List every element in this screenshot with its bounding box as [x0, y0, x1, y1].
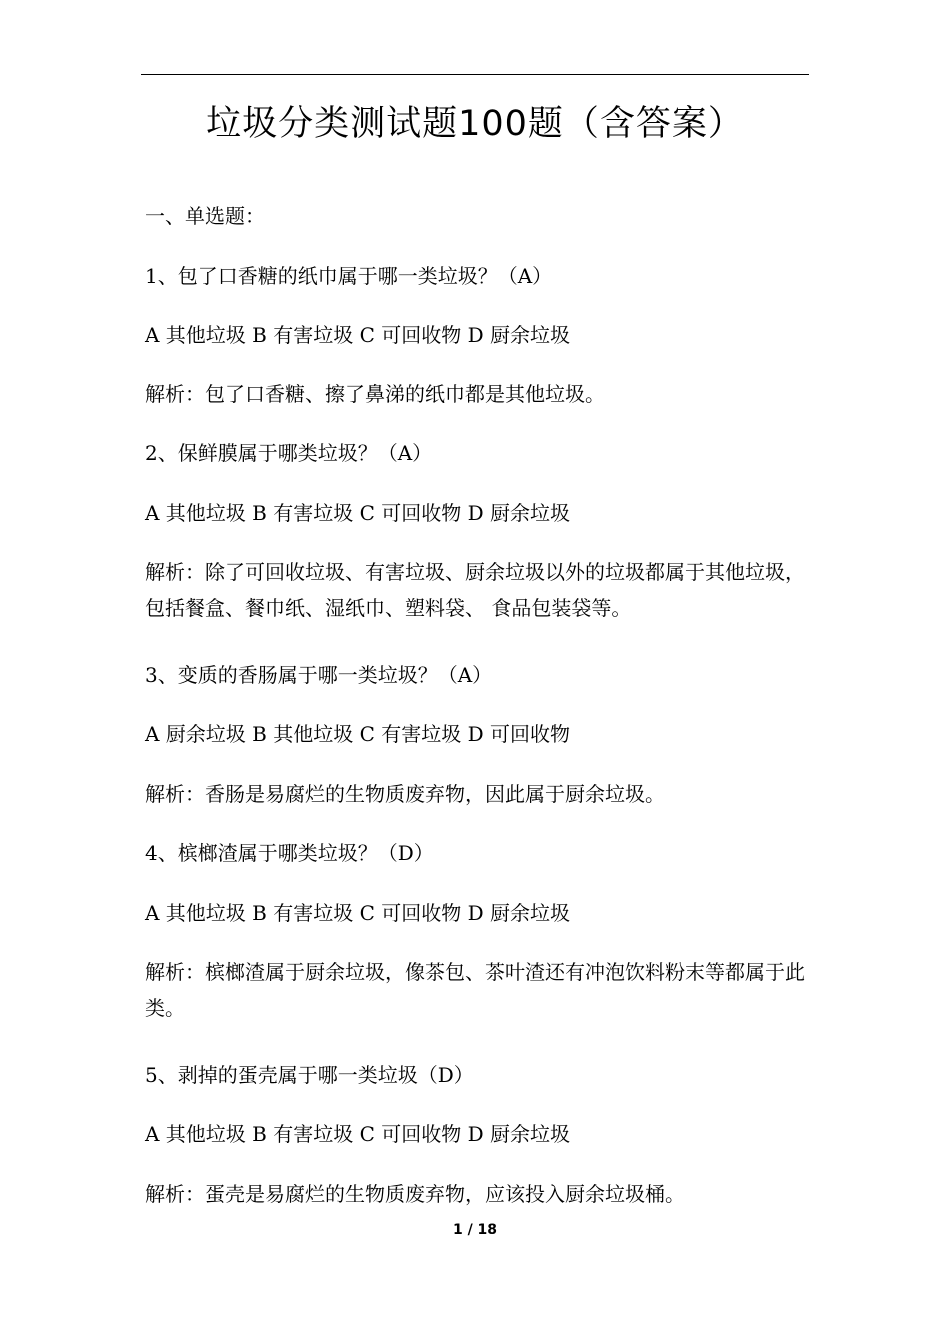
document-title: 垃圾分类测试题100题（含答案）	[206, 104, 744, 144]
explanation-4: 解析：槟榔渣属于厨余垃圾，像茶包、茶叶渣还有冲泡饮料粉末等都属于此类。	[145, 960, 805, 1020]
question-4: 4、槟榔渣属于哪类垃圾？（D）	[145, 841, 434, 865]
options-1: A 其他垃圾 B 有害垃圾 C 可回收物 D 厨余垃圾	[145, 323, 570, 347]
explanation-2: 解析：除了可回收垃圾、有害垃圾、厨余垃圾以外的垃圾都属于其他垃圾，包括餐盒、餐巾纸、湿纸巾、塑料袋、 食品包装袋等。	[145, 560, 805, 620]
question-5: 5、剥掉的蛋壳属于哪一类垃圾（D）	[145, 1063, 474, 1087]
options-3: A 厨余垃圾 B 其他垃圾 C 有害垃圾 D 可回收物	[145, 722, 570, 746]
question-1: 1、包了口香糖的纸巾属于哪一类垃圾？（A）	[145, 264, 553, 288]
explanation-5: 解析：蛋壳是易腐烂的生物质废弃物，应该投入厨余垃圾桶。	[145, 1182, 685, 1206]
options-5: A 其他垃圾 B 有害垃圾 C 可回收物 D 厨余垃圾	[145, 1122, 570, 1146]
page-indicator: 1 / 18	[452, 1222, 498, 1238]
explanation-3: 解析：香肠是易腐烂的生物质废弃物，因此属于厨余垃圾。	[145, 782, 665, 806]
options-2: A 其他垃圾 B 有害垃圾 C 可回收物 D 厨余垃圾	[145, 501, 570, 525]
options-4: A 其他垃圾 B 有害垃圾 C 可回收物 D 厨余垃圾	[145, 901, 570, 925]
question-3: 3、变质的香肠属于哪一类垃圾？（A）	[145, 663, 493, 687]
question-2: 2、保鲜膜属于哪类垃圾？（A）	[145, 441, 433, 465]
section-heading: 一、单选题：	[145, 204, 265, 228]
header-rule	[141, 74, 809, 75]
explanation-1: 解析：包了口香糖、擦了鼻涕的纸巾都是其他垃圾。	[145, 382, 605, 406]
